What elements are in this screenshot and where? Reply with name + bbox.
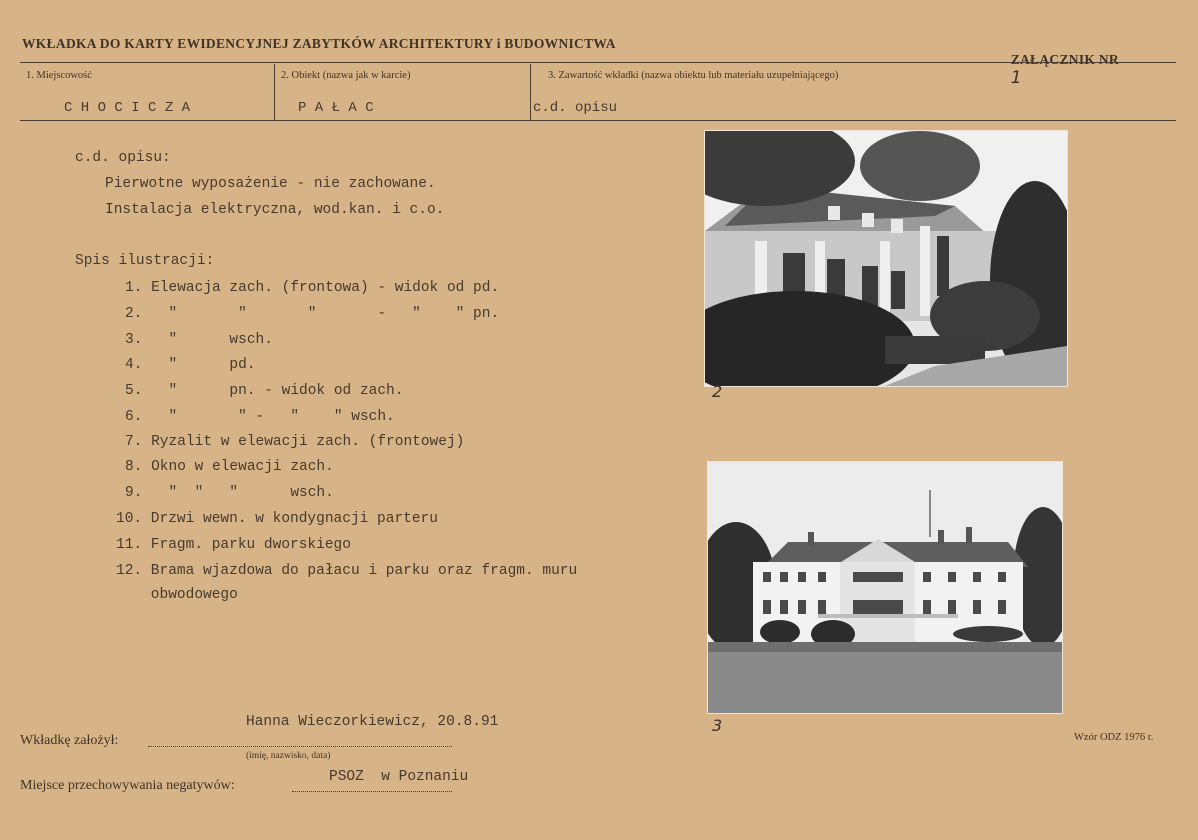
locality-value: C H O C I C Z A [64,100,191,116]
content-value: c.d. opisu [533,100,618,116]
attachment-label-text: ZAŁĄCZNIK NR [1010,52,1119,67]
illustration-item: 4. " pd. [125,357,256,373]
illustration-item: obwodowego [116,587,238,603]
illustration-item: 7. Ryzalit w elewacji zach. (frontowej) [125,434,465,450]
illustration-item: 1. Elewacja zach. (frontowa) - widok od pd. [125,280,500,296]
illustration-item: 9. " " " wsch. [125,485,334,501]
palace-side-illustration [705,131,1067,386]
field-divider-1 [274,64,275,120]
author-dotted-line [148,746,452,747]
illustration-item: 12. Brama wjazdowa do pałacu i parku oraz fragm. muru [116,563,578,579]
negatives-value: PSOZ w Poznaniu [329,769,469,785]
author-hint: (imię, nazwisko, data) [246,751,331,761]
object-value: P A Ł A C [298,100,374,116]
illustration-item: 8. Okno w elewacji zach. [125,459,334,475]
illustration-item: 6. " " - " " wsch. [125,409,395,425]
attachment-number: 1 [1010,68,1022,88]
author-value: Hanna Wieczorkiewicz, 20.8.91 [246,714,499,730]
object-label: 2. Obiekt (nazwa jak w karcie) [281,70,411,81]
fields-rule [20,120,1176,121]
attachment-label [996,36,1119,104]
illustration-item: 5. " pn. - widok od zach. [125,383,404,399]
negatives-dotted-line [292,791,452,792]
palace-front-photo [707,461,1063,714]
palace-side-photo [704,130,1068,387]
author-label: Wkładkę założył: [20,733,119,748]
photo-number-2: 2 [712,382,723,401]
illustration-item: 3. " wsch. [125,332,273,348]
field-divider-2 [530,64,531,120]
header-rule [20,62,1176,63]
form-reference: Wzór ODZ 1976 r. [1074,732,1154,743]
locality-label: 1. Miejscowość [26,70,92,81]
illustration-item: 2. " " " - " " pn. [125,306,500,322]
card-title: WKŁADKA DO KARTY EWIDENCYJNEJ ZABYTKÓW ARCHITEKTURY i BUDOWNICTWA [22,36,616,51]
continuation-heading: c.d. opisu: [75,150,171,166]
negatives-label: Miejsce przechowywania negatywów: [20,778,235,793]
illustration-item: 11. Fragm. parku dworskiego [116,537,351,553]
illustration-item: 10. Drzwi wewn. w kondygnacji parteru [116,511,438,527]
photo-number-3: 3 [712,716,723,735]
illustrations-heading: Spis ilustracji: [75,253,215,269]
content-label: 3. Zawartość wkładki (nazwa obiektu lub materiału uzupełniającego) [548,70,839,81]
installation-line: Instalacja elektryczna, wod.kan. i c.o. [105,202,445,218]
equipment-line: Pierwotne wyposażenie - nie zachowane. [105,176,436,192]
palace-front-illustration [708,462,1062,713]
